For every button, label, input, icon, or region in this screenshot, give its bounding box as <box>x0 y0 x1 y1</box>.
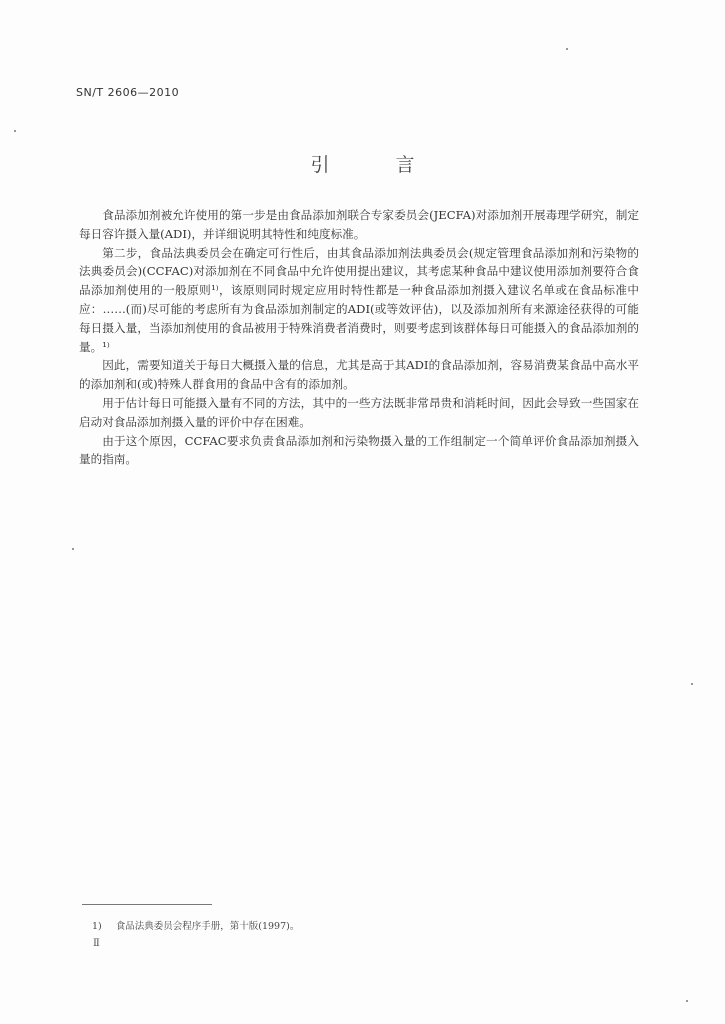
body-text <box>79 206 639 469</box>
paragraph-4: 用于估计每日可能摄入量有不同的方法，其中的一些方法既非常昂贵和消耗时间，因此会导致一些国家在启动对食品添加剂摄入量的评价中存在困难。 <box>79 395 639 429</box>
footnote <box>92 918 299 932</box>
scan-speck <box>14 130 16 132</box>
paragraph-5: 由于这个原因，CCFAC要求负责食品添加剂和污染物摄入量的工作组制定一个简单评价食品添加剂摄入量的指南。 <box>79 433 639 467</box>
paragraph-1: 食品添加剂被允许使用的第一步是由食品添加剂联合专家委员会(JECFA)对添加剂开展毒理学研究，制定每日容许摄入量(ADI)，并详细说明其特性和纯度标准。 <box>79 208 639 241</box>
footnote-text: 食品法典委员会程序手册，第十版(1997)。 <box>115 921 300 932</box>
scan-speck <box>686 1000 688 1002</box>
scan-speck <box>566 48 568 50</box>
footnote-divider <box>82 904 212 905</box>
paragraph-2: 第二步，食品法典委员会在确定可行性后，由其食品添加剂法典委员会(规定管理食品添加剂和污染物的法典委员会)(CCFAC)对添加剂在不同食品中允许使用提出建议，其考虑某种食品中建议使用添加剂要符合食品添加剂使用的一般原则¹⁾，该原则同时规定应用时特性都是一种食品添加剂摄入建议名单或在食品标准中应：……(而)尽可能的考虑所有为食品添加剂制定的ADI(或等效评估)，以及添加剂所有来源途径获得的可能每日摄入量，当添加剂使用的食品被用于特殊消费者消费时，则要考虑到该群体每日可能摄入的食品添加剂的量。¹⁾ <box>79 245 639 354</box>
scan-speck <box>691 683 693 685</box>
section-title: 引 言 <box>310 154 445 176</box>
standard-code: SN/T 2606—2010 <box>76 86 180 99</box>
paragraph-3: 因此，需要知道关于每日大概摄入量的信息，尤其是高于其ADI的食品添加剂，容易消费某食品中高水平的添加剂和(或)特殊人群食用的食品中含有的添加剂。 <box>79 358 639 392</box>
page-number: Ⅱ <box>93 938 100 949</box>
footnote-mark: 1) <box>92 921 102 932</box>
scan-speck <box>72 548 74 550</box>
